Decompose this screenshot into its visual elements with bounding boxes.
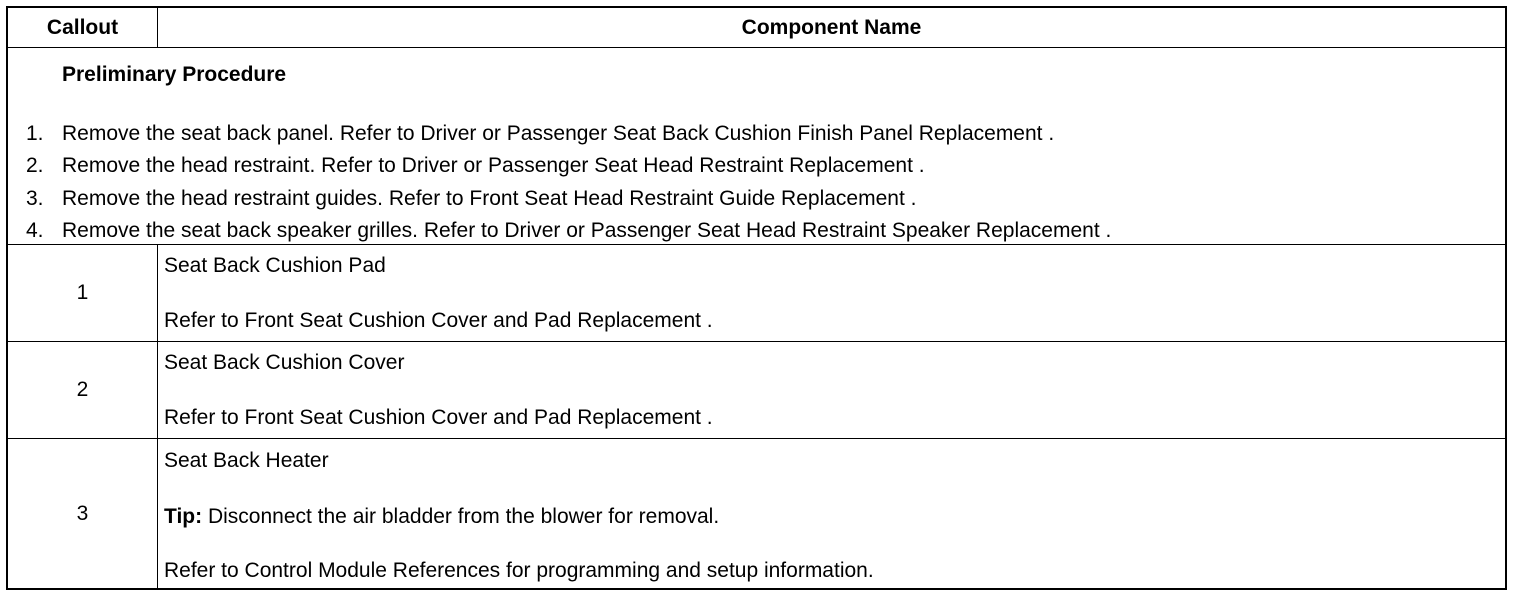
component-cell — [164, 245, 1499, 341]
step-number: 4. — [26, 218, 44, 242]
component-cell — [164, 439, 1499, 588]
component-reference: Refer to Control Module References for programming and setup information. — [164, 559, 874, 582]
component-reference: Refer to Front Seat Cushion Cover and Pad Replacement . — [164, 309, 713, 332]
table-row — [8, 245, 1505, 342]
tip-label: Tip: — [164, 505, 203, 528]
component-reference: Refer to Front Seat Cushion Cover and Pad Replacement . — [164, 406, 713, 429]
step-text: Remove the seat back speaker grilles. Refer to Driver or Passenger Seat Head Restraint Speaker Replacement . — [62, 218, 1112, 242]
callout-number: 1 — [8, 245, 158, 341]
callout-column-header: Callout — [8, 8, 158, 48]
step-number: 3. — [26, 186, 44, 210]
table-row — [8, 439, 1505, 588]
component-name: Seat Back Cushion Cover — [164, 351, 405, 374]
component-cell — [164, 342, 1499, 438]
table-row — [8, 342, 1505, 439]
tip-line — [164, 505, 719, 529]
step-number: 2. — [26, 154, 44, 178]
step-number: 1. — [26, 122, 44, 145]
preliminary-procedure-row — [8, 48, 1505, 245]
component-name-column-header: Component Name — [741, 16, 922, 39]
component-table — [6, 6, 1507, 590]
table-header-row — [8, 8, 1505, 48]
step-text: Remove the head restraint. Refer to Driver or Passenger Seat Head Restraint Replacement . — [62, 154, 925, 178]
tip-text: Disconnect the air bladder from the blower for removal. — [202, 505, 720, 528]
callout-number: 3 — [8, 439, 158, 588]
component-name: Seat Back Heater — [164, 449, 329, 472]
preliminary-procedure-title: Preliminary Procedure — [62, 63, 287, 86]
step-text: Remove the seat back panel. Refer to Driver or Passenger Seat Back Cushion Finish Panel Replacement . — [62, 122, 1055, 145]
component-name: Seat Back Cushion Pad — [164, 254, 386, 277]
step-text: Remove the head restraint guides. Refer to Front Seat Head Restraint Guide Replacement . — [62, 186, 917, 210]
callout-number: 2 — [8, 342, 158, 438]
